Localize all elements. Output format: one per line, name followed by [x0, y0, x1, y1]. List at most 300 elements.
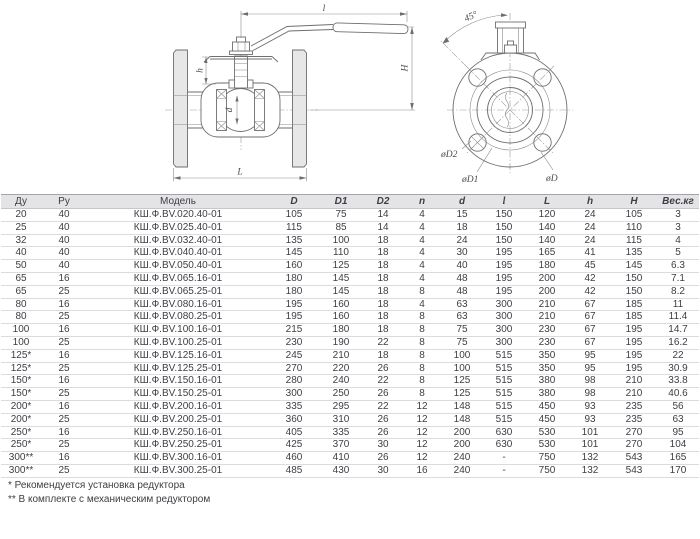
- table-cell: 145: [319, 272, 363, 285]
- table-cell: 230: [269, 336, 319, 349]
- table-cell: 180: [269, 272, 319, 285]
- table-cell: 165: [525, 247, 569, 260]
- table-cell: 425: [269, 439, 319, 452]
- table-cell: 220: [319, 362, 363, 375]
- stem-housing: [496, 22, 526, 53]
- table-row: [1, 336, 699, 349]
- table-cell: 150: [483, 221, 525, 234]
- table-cell: 104: [657, 439, 699, 452]
- table-cell: 543: [611, 452, 657, 465]
- table-cell: 270: [269, 362, 319, 375]
- table-cell: 200: [525, 285, 569, 298]
- table-cell: 185: [611, 311, 657, 324]
- table-cell: КШ.Ф.BV.040.40-01: [87, 247, 269, 260]
- table-row: [1, 247, 699, 260]
- table-cell: 370: [319, 439, 363, 452]
- table-cell: 12: [403, 413, 441, 426]
- table-cell: 11: [657, 298, 699, 311]
- table-cell: 25: [1, 221, 41, 234]
- table-cell: 410: [319, 452, 363, 465]
- table-cell: 100: [319, 234, 363, 247]
- footnote-reducer-recommended: * Рекомендуется установка редуктора: [8, 480, 185, 491]
- table-cell: 16: [41, 349, 87, 362]
- table-row: [1, 234, 699, 247]
- table-cell: КШ.Ф.BV.250.16-01: [87, 426, 269, 439]
- table-cell: 100: [1, 324, 41, 337]
- table-cell: 4: [403, 247, 441, 260]
- table-cell: 210: [525, 311, 569, 324]
- table-cell: 530: [525, 439, 569, 452]
- table-cell: 8: [403, 285, 441, 298]
- table-cell: 150: [483, 234, 525, 247]
- table-cell: 12: [403, 426, 441, 439]
- table-cell: 750: [525, 452, 569, 465]
- table-cell: КШ.Ф.BV.100.16-01: [87, 324, 269, 337]
- table-cell: 170: [657, 464, 699, 477]
- table-cell: КШ.Ф.BV.200.25-01: [87, 413, 269, 426]
- table-cell: 250*: [1, 426, 41, 439]
- table-cell: 195: [611, 349, 657, 362]
- table-cell: 350: [525, 349, 569, 362]
- table-cell: 195: [483, 247, 525, 260]
- table-cell: 32: [1, 234, 41, 247]
- table-cell: 360: [269, 413, 319, 426]
- table-cell: 300: [483, 336, 525, 349]
- table-cell: 12: [403, 439, 441, 452]
- table-cell: 40: [41, 209, 87, 222]
- table-cell: 25: [41, 311, 87, 324]
- column-header: Модель: [87, 195, 269, 209]
- table-header-row: [1, 195, 699, 209]
- table-cell: 185: [611, 298, 657, 311]
- table-cell: 18: [363, 234, 403, 247]
- table-cell: 3: [657, 221, 699, 234]
- table-cell: 67: [569, 324, 611, 337]
- dim-label-angle: 45°: [463, 9, 480, 25]
- dim-label-bolt-circle-dia: øD1: [462, 175, 479, 185]
- table-cell: 5: [657, 247, 699, 260]
- table-body: [1, 209, 699, 478]
- table-cell: 485: [269, 464, 319, 477]
- table-cell: 18: [363, 324, 403, 337]
- table-cell: 515: [483, 349, 525, 362]
- footnote-mechanical-reducer: ** В комплекте с механическим редуктором: [8, 494, 211, 505]
- dim-height: [310, 27, 415, 110]
- table-cell: 245: [269, 349, 319, 362]
- table-cell: 24: [569, 221, 611, 234]
- table-cell: 8: [403, 388, 441, 401]
- table-cell: 18: [363, 349, 403, 362]
- table-cell: 200*: [1, 400, 41, 413]
- table-cell: 100: [441, 362, 483, 375]
- table-cell: 95: [569, 362, 611, 375]
- column-header: h: [569, 195, 611, 209]
- table-cell: 18: [363, 285, 403, 298]
- table-cell: 101: [569, 439, 611, 452]
- table-cell: 460: [269, 452, 319, 465]
- table-cell: 300: [483, 298, 525, 311]
- table-cell: 180: [319, 324, 363, 337]
- table-cell: 132: [569, 464, 611, 477]
- table-cell: 56: [657, 400, 699, 413]
- table-cell: 195: [611, 324, 657, 337]
- handle-grip: [333, 23, 408, 34]
- dim-label-bolt-hole-dia: øD2: [441, 150, 458, 160]
- table-cell: 4: [403, 234, 441, 247]
- table-cell: 20: [1, 209, 41, 222]
- table-cell: 63: [441, 298, 483, 311]
- table-cell: 93: [569, 400, 611, 413]
- table-cell: 105: [611, 209, 657, 222]
- table-cell: 195: [611, 336, 657, 349]
- table-cell: 210: [319, 349, 363, 362]
- table-cell: 14.7: [657, 324, 699, 337]
- table-cell: 145: [319, 285, 363, 298]
- table-cell: 515: [483, 413, 525, 426]
- table-cell: 95: [569, 349, 611, 362]
- table-cell: КШ.Ф.BV.050.40-01: [87, 260, 269, 273]
- table-cell: 67: [569, 336, 611, 349]
- table-cell: 300: [483, 311, 525, 324]
- dim-label-bore: d: [225, 107, 235, 113]
- table-cell: 75: [319, 209, 363, 222]
- table-cell: 42: [569, 272, 611, 285]
- table-cell: 210: [525, 298, 569, 311]
- table-cell: 4: [403, 298, 441, 311]
- table-cell: 250: [319, 388, 363, 401]
- handle: [251, 23, 408, 51]
- table-cell: 24: [569, 234, 611, 247]
- table-cell: 26: [363, 362, 403, 375]
- table-cell: 40: [41, 247, 87, 260]
- dim-bolt-circle-dia: [461, 148, 492, 185]
- table-cell: 16: [41, 272, 87, 285]
- table-cell: 30: [363, 439, 403, 452]
- table-cell: 12: [403, 452, 441, 465]
- table-cell: 48: [441, 285, 483, 298]
- column-header: l: [483, 195, 525, 209]
- table-cell: 160: [319, 298, 363, 311]
- table-cell: 30: [363, 464, 403, 477]
- table-cell: 100: [441, 349, 483, 362]
- table-cell: КШ.Ф.BV.032.40-01: [87, 234, 269, 247]
- seat-right: [255, 90, 265, 131]
- table-cell: 67: [569, 298, 611, 311]
- table-cell: 300**: [1, 464, 41, 477]
- table-cell: 145: [611, 260, 657, 273]
- table-cell: 4: [403, 221, 441, 234]
- dim-label-length: L: [237, 167, 243, 178]
- table-cell: 12: [403, 400, 441, 413]
- column-header: Ду: [1, 195, 41, 209]
- table-cell: 543: [611, 464, 657, 477]
- table-cell: 195: [269, 298, 319, 311]
- column-header: H: [611, 195, 657, 209]
- table-cell: 200: [441, 439, 483, 452]
- table-cell: 48: [441, 272, 483, 285]
- table-cell: 150*: [1, 375, 41, 388]
- table-cell: КШ.Ф.BV.300.25-01: [87, 464, 269, 477]
- table-cell: 515: [483, 388, 525, 401]
- table-cell: 50: [1, 260, 41, 273]
- table-cell: 380: [525, 375, 569, 388]
- table-cell: 22: [363, 336, 403, 349]
- table-cell: 150: [611, 272, 657, 285]
- table-cell: 26: [363, 413, 403, 426]
- table-cell: 22: [363, 400, 403, 413]
- table-cell: 26: [363, 426, 403, 439]
- table-cell: 125*: [1, 362, 41, 375]
- table-row: [1, 413, 699, 426]
- table-row: [1, 464, 699, 477]
- table-cell: 22: [363, 375, 403, 388]
- table-cell: 4: [657, 234, 699, 247]
- table-cell: 405: [269, 426, 319, 439]
- table-row: [1, 375, 699, 388]
- table-cell: 140: [525, 234, 569, 247]
- table-cell: 8: [403, 324, 441, 337]
- table-cell: 16: [41, 375, 87, 388]
- table-cell: КШ.Ф.BV.065.16-01: [87, 272, 269, 285]
- stem: [235, 56, 248, 88]
- table-cell: 148: [441, 413, 483, 426]
- table-cell: КШ.Ф.BV.100.25-01: [87, 336, 269, 349]
- table-cell: 148: [441, 400, 483, 413]
- table-cell: 115: [611, 234, 657, 247]
- table-row: [1, 439, 699, 452]
- table-row: [1, 426, 699, 439]
- table-cell: 63: [441, 311, 483, 324]
- dim-flange-od: [541, 152, 558, 184]
- table-cell: 195: [483, 285, 525, 298]
- table-row: [1, 285, 699, 298]
- column-header: Вес.кг: [657, 195, 699, 209]
- table-cell: 30.9: [657, 362, 699, 375]
- table-cell: 515: [483, 362, 525, 375]
- ball-edge: [505, 93, 508, 127]
- dimensions-table: [1, 194, 699, 478]
- table-cell: 380: [525, 388, 569, 401]
- right-flange: [293, 50, 307, 167]
- table-cell: 270: [611, 426, 657, 439]
- table-cell: 132: [569, 452, 611, 465]
- column-header: n: [403, 195, 441, 209]
- table-cell: 4: [403, 260, 441, 273]
- table-cell: 300: [483, 324, 525, 337]
- dim-bolt-hole-dia: [440, 141, 471, 160]
- table-cell: 530: [525, 426, 569, 439]
- table-cell: КШ.Ф.BV.250.25-01: [87, 439, 269, 452]
- table-cell: 335: [319, 426, 363, 439]
- table-cell: 230: [525, 324, 569, 337]
- table-row: [1, 349, 699, 362]
- table-cell: 65: [1, 272, 41, 285]
- table-cell: 750: [525, 464, 569, 477]
- table-cell: 6.3: [657, 260, 699, 273]
- footnotes-block: [8, 479, 210, 507]
- table-cell: КШ.Ф.BV.080.25-01: [87, 311, 269, 324]
- table-cell: 235: [611, 413, 657, 426]
- table-cell: 16: [41, 426, 87, 439]
- table-row: [1, 209, 699, 222]
- table-cell: 18: [363, 311, 403, 324]
- dim-label-stem-height: h: [195, 68, 206, 73]
- table-cell: 95: [657, 426, 699, 439]
- table-cell: 165: [657, 452, 699, 465]
- table-cell: 67: [569, 311, 611, 324]
- table-cell: 100: [1, 336, 41, 349]
- table-cell: 41: [569, 247, 611, 260]
- table-cell: 8.2: [657, 285, 699, 298]
- table-cell: 125: [441, 388, 483, 401]
- table-cell: 40: [41, 221, 87, 234]
- table-cell: 135: [611, 247, 657, 260]
- dim-label-height: H: [400, 64, 411, 72]
- table-cell: 98: [569, 388, 611, 401]
- table-cell: 135: [269, 234, 319, 247]
- bolt-hole: [534, 134, 551, 151]
- table-cell: 8: [403, 349, 441, 362]
- table-row: [1, 362, 699, 375]
- table-cell: 125: [319, 260, 363, 273]
- table-cell: 16.2: [657, 336, 699, 349]
- table-cell: 630: [483, 426, 525, 439]
- table-cell: 45: [569, 260, 611, 273]
- table-cell: 25: [41, 388, 87, 401]
- table-cell: 300: [269, 388, 319, 401]
- table-cell: КШ.Ф.BV.125.16-01: [87, 349, 269, 362]
- table-cell: 195: [483, 260, 525, 273]
- table-row: [1, 272, 699, 285]
- table-cell: 8: [403, 336, 441, 349]
- column-header: d: [441, 195, 483, 209]
- table-cell: 150*: [1, 388, 41, 401]
- table-cell: 7.1: [657, 272, 699, 285]
- table-cell: 300**: [1, 452, 41, 465]
- table-cell: 150: [611, 285, 657, 298]
- table-cell: 25: [41, 285, 87, 298]
- table-cell: 240: [441, 452, 483, 465]
- table-cell: 98: [569, 375, 611, 388]
- table-row: [1, 388, 699, 401]
- table-cell: 65: [1, 285, 41, 298]
- table-cell: 16: [41, 298, 87, 311]
- table-cell: 24: [569, 209, 611, 222]
- table-cell: 16: [41, 400, 87, 413]
- table-cell: 80: [1, 311, 41, 324]
- table-cell: 40: [1, 247, 41, 260]
- left-flange: [174, 50, 188, 167]
- table-cell: КШ.Ф.BV.200.16-01: [87, 400, 269, 413]
- table-cell: 22: [657, 349, 699, 362]
- table-cell: 101: [569, 426, 611, 439]
- table-cell: 40: [441, 260, 483, 273]
- table-cell: 16: [41, 324, 87, 337]
- table-cell: 215: [269, 324, 319, 337]
- column-header: L: [525, 195, 569, 209]
- table-cell: 25: [41, 336, 87, 349]
- table-cell: 280: [269, 375, 319, 388]
- table-cell: 25: [41, 464, 87, 477]
- table-row: [1, 260, 699, 273]
- table-cell: 240: [319, 375, 363, 388]
- table-cell: 8: [403, 311, 441, 324]
- table-cell: 15: [441, 209, 483, 222]
- bolt-hole-sectioned: [469, 134, 486, 151]
- column-header: D1: [319, 195, 363, 209]
- table-cell: 110: [611, 221, 657, 234]
- table-cell: 8: [403, 375, 441, 388]
- table-cell: 105: [269, 209, 319, 222]
- table-cell: 4: [403, 272, 441, 285]
- table-cell: КШ.Ф.BV.150.16-01: [87, 375, 269, 388]
- table-cell: КШ.Ф.BV.020.40-01: [87, 209, 269, 222]
- table-cell: КШ.Ф.BV.065.25-01: [87, 285, 269, 298]
- dim-length: [174, 168, 307, 182]
- table-cell: 75: [441, 324, 483, 337]
- table-row: [1, 400, 699, 413]
- table-cell: 430: [319, 464, 363, 477]
- table-cell: 120: [525, 209, 569, 222]
- table-cell: 630: [483, 439, 525, 452]
- column-header: D: [269, 195, 319, 209]
- table-cell: 63: [657, 413, 699, 426]
- table-cell: 11.4: [657, 311, 699, 324]
- table-cell: 270: [611, 439, 657, 452]
- table-cell: 25: [41, 413, 87, 426]
- table-cell: КШ.Ф.BV.150.25-01: [87, 388, 269, 401]
- table-cell: 160: [269, 260, 319, 273]
- table-cell: -: [483, 464, 525, 477]
- table-cell: 250*: [1, 439, 41, 452]
- table-cell: 18: [363, 272, 403, 285]
- table-cell: 14: [363, 209, 403, 222]
- table-row: [1, 311, 699, 324]
- table-cell: 195: [483, 272, 525, 285]
- table-cell: 190: [319, 336, 363, 349]
- table-cell: 240: [441, 464, 483, 477]
- table-cell: 18: [363, 260, 403, 273]
- table-cell: 515: [483, 375, 525, 388]
- column-header: D2: [363, 195, 403, 209]
- table-cell: 210: [611, 388, 657, 401]
- table-cell: 85: [319, 221, 363, 234]
- column-header: Ру: [41, 195, 87, 209]
- table-cell: 80: [1, 298, 41, 311]
- table-cell: 230: [525, 336, 569, 349]
- table-cell: 515: [483, 400, 525, 413]
- table-cell: КШ.Ф.BV.080.16-01: [87, 298, 269, 311]
- table-row: [1, 221, 699, 234]
- table-cell: 75: [441, 336, 483, 349]
- table-cell: 30: [441, 247, 483, 260]
- dim-label-handle-length: l: [322, 4, 326, 14]
- table-cell: 295: [319, 400, 363, 413]
- table-cell: -: [483, 452, 525, 465]
- table-cell: 40: [41, 234, 87, 247]
- valve-technical-drawing: [0, 0, 700, 194]
- table-cell: 26: [363, 452, 403, 465]
- table-cell: 195: [611, 362, 657, 375]
- table-cell: 150: [483, 209, 525, 222]
- table-cell: 18: [363, 298, 403, 311]
- table-cell: 180: [269, 285, 319, 298]
- table-cell: 450: [525, 413, 569, 426]
- table-cell: 180: [525, 260, 569, 273]
- table-row: [1, 298, 699, 311]
- table-cell: 16: [41, 452, 87, 465]
- table-cell: 25: [41, 439, 87, 452]
